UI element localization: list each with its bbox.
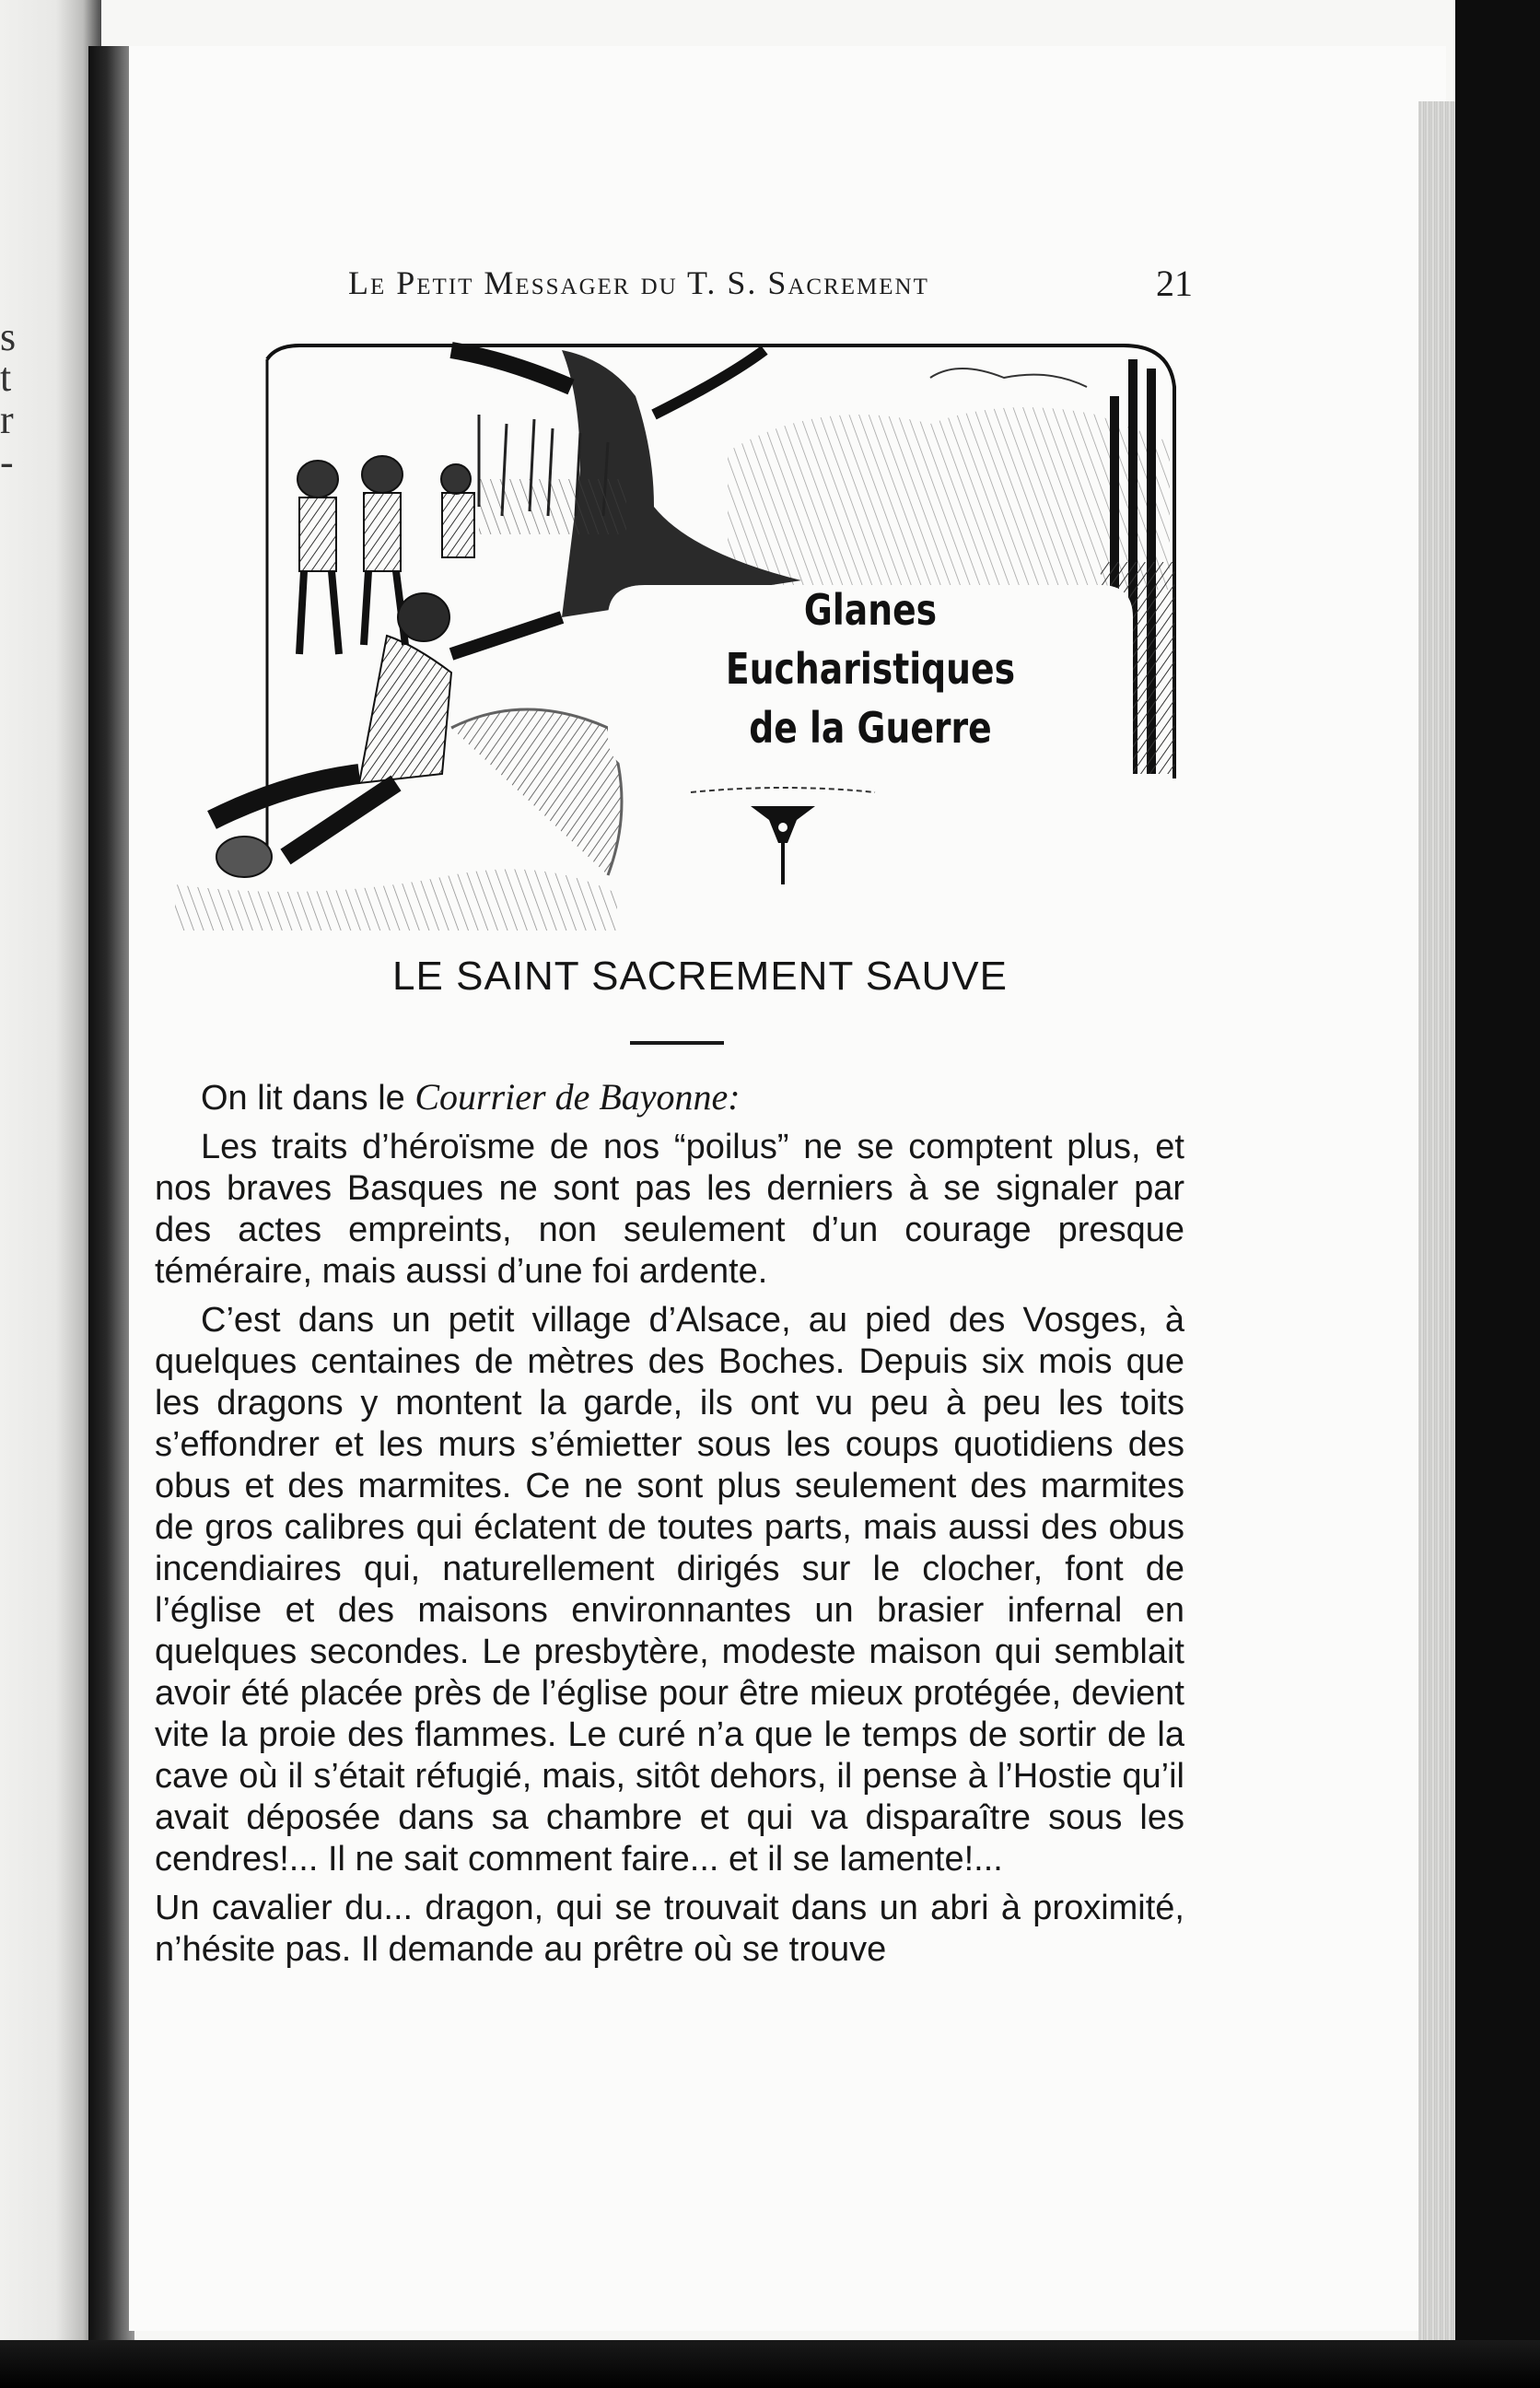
intro-paragraph [155, 1076, 1184, 1119]
background-shadow-right [1455, 0, 1540, 2388]
intro-text: On lit dans le [201, 1079, 415, 1118]
left-page-edge [0, 0, 101, 2388]
paragraph: C’est dans un petit village d’Alsace, au pied des Vosges, à quelques centaines de mètres des Boches. Depuis six mois que les dragons y montent la garde, ils ont vu peu à peu les toits s’effondrer et les murs s’émietter sous les coups quotidiens des obus et des marmites. Ce ne sont plus seulement des marmites de gros calibres qui éclatent de toutes parts, mais aussi des obus incendiaires qui, naturellement dirigés sur le clocher, font de l’église et des maisons environnantes un brasier infernal en quelques secondes. Le presbytère, modeste maison qui semblait avoir été placée près de l’église pour être mieux protégée, devient vite la proie des flammes. Le curé n’a que le temps de sortir de la cave où il s’était réfugié, mais, sitôt dehors, il pense à l’Hostie qu’il avait déposée dans sa chambre et qui va disparaître sous les cendres!... Il ne sait comment faire... et il se lamente!... [155, 1301, 1184, 1879]
title-divider [630, 1041, 724, 1045]
article-title: LE SAINT SACREMENT SAUVE [392, 954, 1008, 999]
section-heading [608, 580, 1133, 783]
left-page-fragment: t [0, 355, 12, 400]
page-edges [1418, 101, 1455, 2349]
source-name: Courrier de Bayonne: [414, 1076, 741, 1118]
section-heading-line2: de la Guerre [749, 703, 992, 753]
running-head: Le Petit Messager du T. S. Sacrement [348, 264, 929, 301]
article-body [155, 1076, 1184, 1978]
left-page-fragment: r [0, 397, 14, 442]
paragraph: Les traits d’héroïsme de nos “poilus” ne se comptent plus, et nos braves Basques ne sont pas les derniers à se signaler par des actes empreints, non seulement d’un courage presque téméraire, mais aussi d’une foi ardente. [155, 1128, 1184, 1291]
section-heading-line1: Glanes Eucharistiques [725, 585, 1016, 694]
book-gutter [88, 46, 134, 2349]
left-page-fragment: - [0, 439, 14, 485]
paragraph: Un cavalier du... dragon, qui se trouvait dans un abri à proximité, n’hésite pas. Il demande au prêtre où se trouve [155, 1889, 1184, 1969]
background-shadow-bottom [0, 2340, 1540, 2388]
page-number: 21 [1156, 263, 1193, 304]
left-page-fragment: s [0, 314, 17, 359]
